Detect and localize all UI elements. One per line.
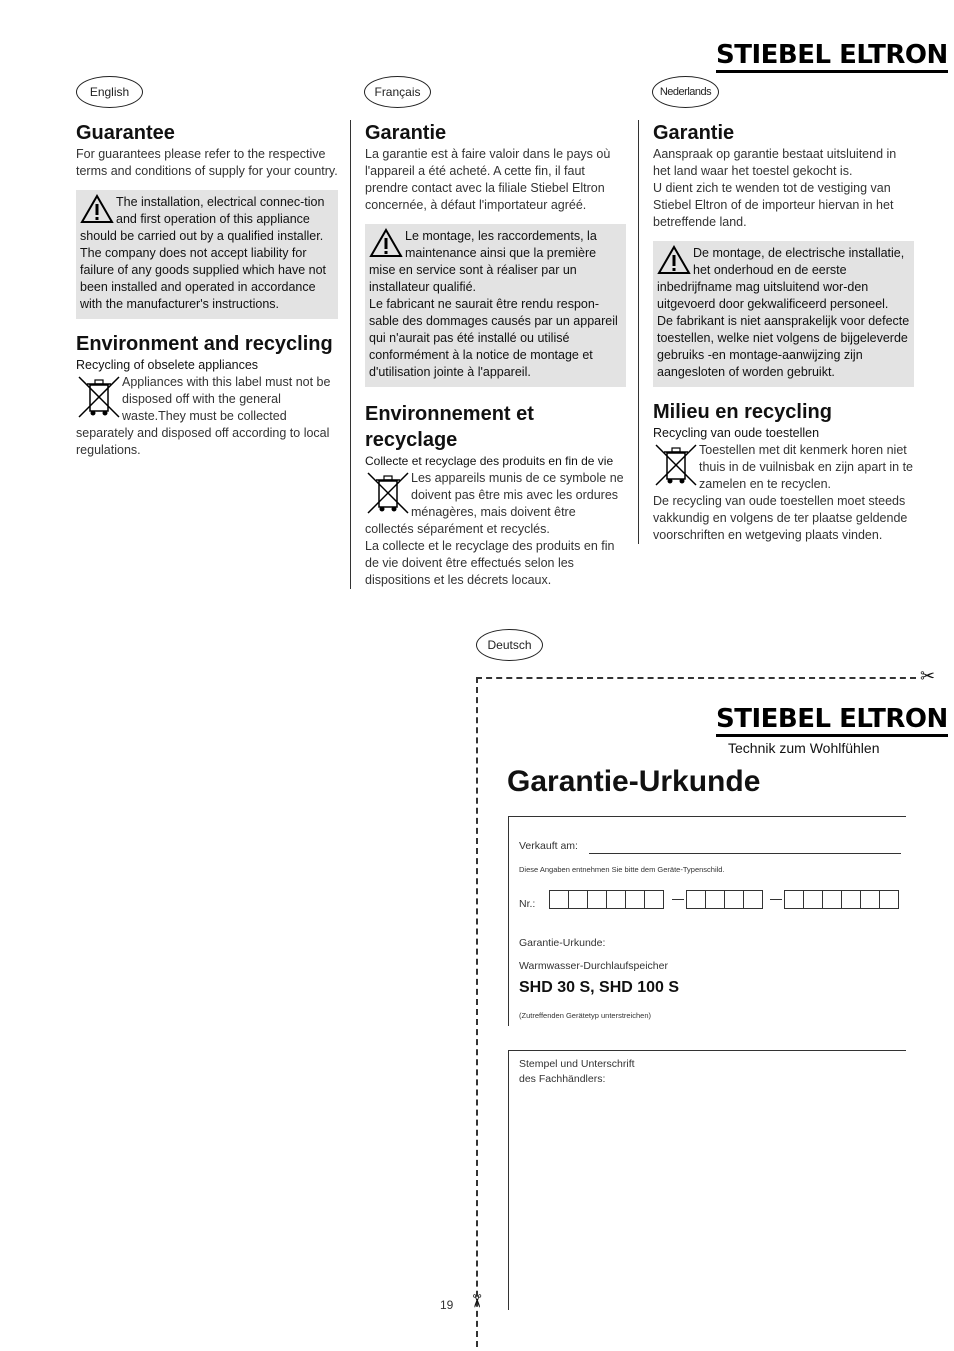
certificate-label: Garantie-Urkunde: xyxy=(519,937,606,949)
crossed-bin-icon xyxy=(653,442,699,488)
scissors-icon: ✂ xyxy=(465,1293,487,1309)
serial-separator xyxy=(770,899,782,900)
sold-date-field[interactable] xyxy=(589,853,901,854)
french-guarantee-text: La garantie est à faire valoir dans le pays où l'appareil a été acheté. A cette fin, il faut prendre contact avec la filiale Stiebel Eltron concernée, à défaut l'importateur agréé. xyxy=(365,147,611,212)
brand-logo-underline xyxy=(716,70,948,73)
french-env-subtitle: Collecte et recyclage des produits en fin de vie xyxy=(365,454,614,468)
dutch-warning-text-1: De montage, de electrische installatie, het onderhoud en de eerste inbedrijfname mag uitsluitend wor-den uitgevoerd door gekwalificeerd personeel. xyxy=(657,246,905,311)
brand-logo-certificate xyxy=(716,706,948,737)
serial-number-group-1[interactable] xyxy=(549,890,663,909)
crossed-bin-icon xyxy=(76,374,122,420)
english-env-title: Environment and recycling xyxy=(76,333,333,355)
brand-logo-top xyxy=(716,42,948,73)
serial-number-group-2[interactable] xyxy=(686,890,762,909)
french-env-text-2: La collecte et le recyclage des produits en fin de vie doivent être effectués selon les dispositions et les décrets locaux. xyxy=(365,539,615,587)
brand-logo-underline xyxy=(716,734,948,737)
warning-icon xyxy=(657,245,691,275)
warning-icon xyxy=(369,228,403,258)
cut-line-vertical xyxy=(476,677,478,1347)
dutch-guarantee-title: Garantie xyxy=(653,122,735,144)
french-warning-text-2: Le fabricant ne saurait être rendu respon-sable des dommages causés par un appareil qui n'aurait pas été installé ou utilisé conformément à la notice de montage et d'utilisation jointe à l'appareil. xyxy=(369,297,618,379)
dutch-guarantee-text: Aanspraak op garantie bestaat uitsluitend in het land waar het toestel gekocht is. xyxy=(653,147,897,178)
dutch-warning-text-2: De fabrikant is niet aansprakelijk voor defecte toestellen, welke niet volgens de bijgeleverde gebruiks -en montage-aanwijzing zijn aangesloten of worden gebruikt. xyxy=(657,314,910,379)
cut-line-horizontal xyxy=(476,677,916,679)
french-env-text: Les appareils munis de ce symbole ne doivent pas être mis avec les ordures ménagères, mais doivent être collectés séparément et recyclés. xyxy=(365,471,624,536)
brand-logo-text: STIEBEL ELTRON xyxy=(716,40,948,70)
lang-german-badge xyxy=(476,629,543,661)
english-guarantee-text: For guarantees please refer to the respective terms and conditions of supply for your country. xyxy=(76,147,338,178)
models-hint: (Zutreffenden Gerätetyp unterstreichen) xyxy=(519,1011,652,1020)
serial-separator xyxy=(672,899,684,900)
dutch-warning-box xyxy=(653,241,914,387)
french-guarantee-title: Garantie xyxy=(365,122,447,144)
serial-number-label: Nr.: xyxy=(519,898,536,910)
english-warning-text-2: The company does not accept liability for failure of any goods supplied which have not been installed and operated in accordance with the manufacturer's instructions. xyxy=(80,246,326,311)
lang-french-label: Français xyxy=(374,85,421,99)
english-env-subtitle: Recycling of obselete appliances xyxy=(76,358,259,372)
page-number: 19 xyxy=(440,1298,454,1312)
dutch-env-title: Milieu en recycling xyxy=(653,401,832,423)
product-type: Warmwasser-Durchlaufspeicher xyxy=(519,960,668,972)
dutch-guarantee-text-2: U dient zich te wenden tot de vestiging van Stiebel Eltron of de importeur hiervan in het betreffende land. xyxy=(653,181,894,229)
dutch-env-text: Toestellen met dit kenmerk horen niet thuis in de vuilnisbak en zijn apart in te zamelen en te recyclen. xyxy=(699,443,914,491)
english-warning-box xyxy=(76,190,338,319)
dutch-column xyxy=(638,120,914,544)
certificate-details-box xyxy=(508,816,906,1026)
stamp-label-2: des Fachhändlers: xyxy=(519,1073,606,1085)
english-warning-text-1: The installation, electrical connec-tion and first operation of this appliance should be carried out by a qualified installer. xyxy=(80,195,325,243)
sold-date-label: Verkauft am: xyxy=(519,840,578,852)
serial-number-group-3[interactable] xyxy=(784,890,898,909)
french-env-title: Environnement et recyclage xyxy=(365,403,534,451)
english-guarantee-title: Guarantee xyxy=(76,122,175,144)
brand-tagline: Technik zum Wohlfühlen xyxy=(728,740,880,756)
english-column xyxy=(76,120,338,459)
certificate-title: Garantie-Urkunde xyxy=(507,765,761,798)
lang-dutch-label: Nederlands xyxy=(659,86,712,98)
french-warning-box xyxy=(365,224,626,387)
crossed-bin-icon xyxy=(365,470,411,516)
french-warning-text-1: Le montage, les raccordements, la maintenance ainsi que la première mise en service sont à réaliser par un installateur qualifié. xyxy=(369,229,597,294)
dutch-env-text-2: De recycling van oude toestellen moet steeds vakkundig en volgens de ter plaatse geldende voorschriften en wetgeving plaats vinden. xyxy=(653,494,908,542)
lang-english-badge xyxy=(76,76,143,108)
brand-logo-text: STIEBEL ELTRON xyxy=(716,704,948,734)
english-env-text: Appliances with this label must not be disposed off with the general waste.They must be collected separately and disposed off according to local regulations. xyxy=(76,375,331,457)
lang-french-badge xyxy=(364,76,431,108)
scissors-icon: ✂ xyxy=(920,666,936,687)
product-models[interactable]: SHD 30 S, SHD 100 S xyxy=(519,979,680,996)
french-column xyxy=(350,120,626,589)
dealer-stamp-box[interactable] xyxy=(508,1050,906,1310)
typeplate-hint: Diese Angaben entnehmen Sie bitte dem Geräte-Typenschild. xyxy=(519,865,725,874)
lang-english-label: English xyxy=(89,85,130,99)
lang-dutch-badge xyxy=(652,76,719,108)
warning-icon xyxy=(80,194,114,224)
stamp-label-1: Stempel und Unterschrift xyxy=(519,1058,635,1070)
lang-german-label: Deutsch xyxy=(487,638,532,652)
dutch-env-subtitle: Recycling van oude toestellen xyxy=(653,426,820,440)
